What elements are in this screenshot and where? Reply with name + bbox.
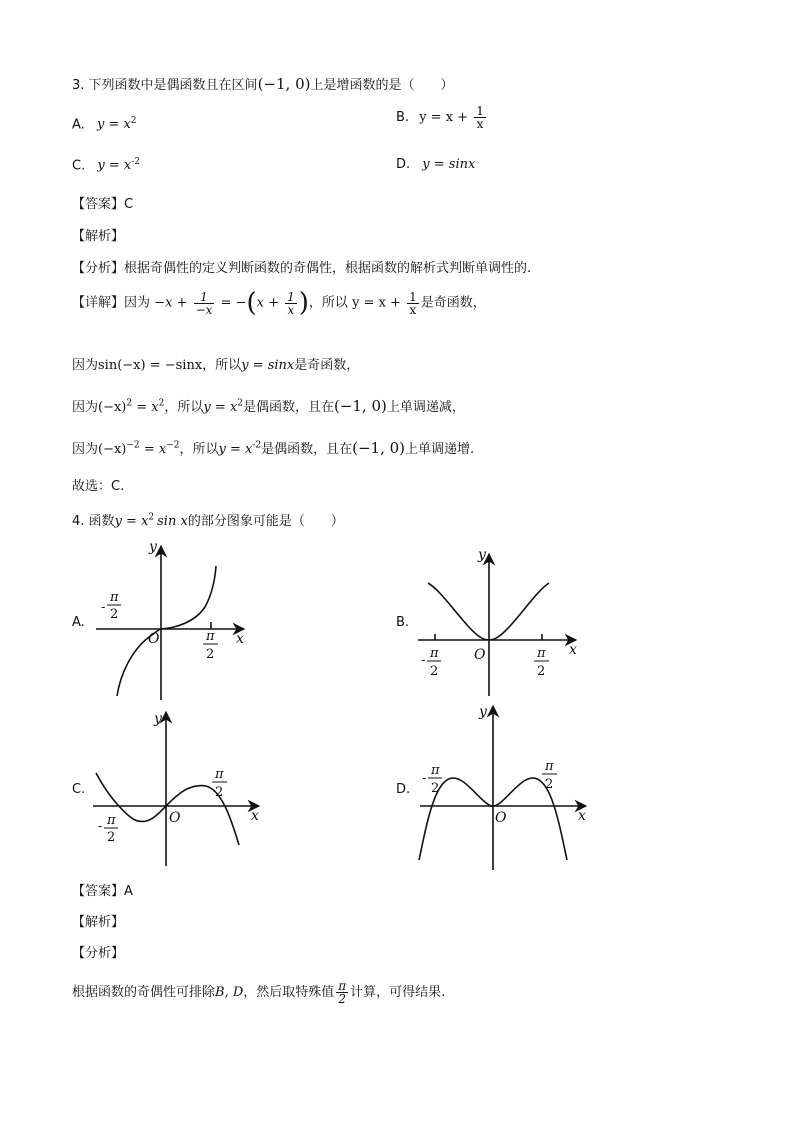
- q3-line4-eq: = x: [143, 442, 167, 457]
- q4-fenxi-tag: 【分析】: [72, 946, 125, 961]
- q3-analysis-tag: 【解析】: [72, 229, 125, 244]
- q3-stem-pre: 下列函数中是偶函数且在区间: [88, 78, 258, 93]
- graph-a-origin: O: [148, 631, 160, 647]
- q3-line3-pre: 因为: [72, 400, 99, 415]
- q3-line2-y: y = sinx: [241, 358, 295, 373]
- graph-b-x-label: x: [569, 642, 577, 658]
- graph-d-y-label: y: [479, 704, 487, 720]
- q3-detail: 【详解】因为 −x + $\frac{1}{-x}$ = −(x + $\frac{1}{x}$ )，所以 y = x + $\frac{1}{x}$ 是奇函数，: [72, 288, 486, 318]
- q3-choose: 故选：C.: [72, 479, 125, 494]
- q3-line4-mid: ，所以: [179, 442, 219, 457]
- graph-a-pi: π: [206, 629, 215, 644]
- q3-option-d-math: y = sinx: [422, 157, 476, 172]
- graph-c-negpi: π: [107, 813, 116, 828]
- q3-line3: [72, 396, 465, 415]
- q3-detail-den3: x: [409, 302, 417, 317]
- graph-c-label: C.: [72, 782, 86, 797]
- graph-a-two: 2: [206, 647, 215, 662]
- q3-line2-math: sin(−x) = −sinx: [98, 358, 203, 373]
- q3-line3-eq: = x: [136, 400, 159, 415]
- q3-detail-mid: ，所以: [308, 295, 348, 311]
- q3-line4-pre: 因为: [72, 442, 99, 457]
- q3-option-a: [72, 116, 137, 132]
- q3-line4-end: 上单调递增.: [405, 442, 475, 457]
- q3-line2-mid: ，所以: [202, 358, 242, 373]
- q3-line4-interval: (−1, 0): [352, 439, 406, 457]
- graph-b-neg: -: [421, 653, 426, 668]
- graph-c-origin: O: [169, 810, 181, 826]
- q3-line3-interval: (−1, 0): [333, 397, 387, 415]
- q3-number: 3.: [72, 78, 85, 93]
- q4-answer: [72, 880, 133, 899]
- graphs-figure: [0, 530, 794, 880]
- graph-c-two: 2: [215, 785, 224, 800]
- q3-line4-y: y = x: [218, 442, 253, 457]
- q4-conclusion-mid: ，然后取特殊值: [243, 985, 335, 1000]
- graph-b: [418, 554, 576, 696]
- q3-detail-num1: 1: [194, 291, 215, 304]
- q3-line3-end: 上单调递减，: [386, 400, 465, 415]
- q3-detail-tag: 【详解】: [72, 295, 125, 311]
- q3-detail-den2: x: [287, 302, 295, 317]
- graph-b-negtwo: 2: [430, 664, 439, 679]
- q4-answer-tag: 【答案】: [72, 884, 125, 899]
- q3-line3-y: y = x: [203, 400, 238, 415]
- graph-c-pi: π: [215, 767, 224, 782]
- q3-option-b-den: x: [476, 117, 484, 131]
- q3-line3-math: (−x): [98, 400, 127, 415]
- graph-b-origin: O: [474, 647, 486, 663]
- graph-d-two: 2: [545, 777, 554, 792]
- graph-a-neg: -: [101, 600, 106, 615]
- graph-b-pi: π: [537, 646, 546, 661]
- q3-detail-eq: = −: [220, 295, 247, 311]
- graph-a-negtwo: 2: [110, 607, 119, 622]
- graph-d-pi: π: [545, 759, 554, 774]
- q3-stem-post: 上是增函数的是（ ）: [310, 78, 454, 93]
- q3-option-c: [72, 157, 140, 173]
- q3-fenxi: [72, 257, 531, 276]
- q3-detail-math1: −x +: [154, 295, 188, 311]
- graph-d-origin: O: [495, 810, 507, 826]
- q3-line3-exp: 2: [126, 398, 133, 409]
- q4-stem-math2: sin x: [157, 514, 188, 529]
- q3-line2-post: 是奇函数，: [294, 358, 360, 373]
- q3-option-b: [396, 105, 488, 130]
- q3-fenxi-tag: 【分析】: [72, 261, 125, 276]
- graph-a-y-label: y: [149, 539, 157, 555]
- q4-stem: [72, 510, 344, 529]
- graph-d-label: D.: [396, 782, 411, 797]
- q3-option-a-exp: 2: [130, 116, 137, 126]
- graph-c-curve: [96, 773, 239, 845]
- q3-option-a-math: y = x: [96, 117, 131, 133]
- q4-conclusion-den: 2: [338, 992, 347, 1006]
- q3-line2: [72, 354, 359, 373]
- graph-d-negtwo: 2: [431, 781, 440, 796]
- graph-c-negtwo: 2: [107, 830, 116, 845]
- graph-a: [96, 546, 244, 700]
- q3-line4-exp2: −2: [166, 440, 180, 451]
- q4-conclusion: [72, 980, 445, 1005]
- q3-detail-pre: 因为: [124, 295, 151, 311]
- q3-option-c-label: C.: [72, 158, 86, 174]
- q4-conclusion-pre: 根据函数的奇偶性可排除: [72, 985, 216, 1000]
- q3-option-c-exp: -2: [131, 157, 140, 167]
- q4-stem-math: y = x: [114, 514, 149, 529]
- q3-option-b-num: 1: [476, 104, 484, 118]
- q3-detail-post: 是奇函数，: [420, 295, 486, 311]
- graph-a-label: A.: [72, 615, 85, 630]
- graph-a-curve: [117, 566, 216, 696]
- graph-b-two: 2: [537, 664, 546, 679]
- graph-d-x-label: x: [578, 808, 586, 824]
- q3-line2-pre: 因为: [72, 358, 99, 373]
- q3-option-b-label: B.: [396, 110, 410, 125]
- graph-c-neg: -: [98, 819, 103, 834]
- q3-answer: [72, 193, 133, 212]
- q3-option-c-math: y = x: [97, 158, 132, 174]
- q3-option-b-math: y = x +: [419, 110, 469, 125]
- graph-d-neg: -: [422, 771, 427, 786]
- q3-detail-num3: 1: [409, 289, 417, 304]
- q4-stem-exp: 2: [148, 512, 155, 523]
- graph-a-x-label: x: [236, 631, 244, 647]
- q3-option-a-label: A.: [72, 117, 85, 133]
- q4-stem-post: 的部分图象可能是（ ）: [187, 514, 344, 529]
- q4-answer-value: A: [124, 884, 133, 899]
- q3-line4-math: (−x): [98, 442, 127, 457]
- graph-d: [419, 706, 586, 870]
- q3-line4: [72, 438, 474, 457]
- graph-c-y-label: y: [154, 711, 162, 727]
- q3-fenxi-text: 根据奇偶性的定义判断函数的奇偶性，根据函数的解析式判断单调性的.: [124, 261, 532, 276]
- graph-d-negpi: π: [431, 763, 440, 778]
- q3-answer-tag: 【答案】: [72, 197, 125, 212]
- q3-line3-yexp: 2: [237, 398, 243, 409]
- q4-analysis-tag: 【解析】: [72, 915, 125, 930]
- q3-detail-y: y = x +: [352, 295, 401, 311]
- q3-detail-den1: −x: [195, 302, 213, 317]
- q3-line4-post: 是偶函数，且在: [261, 442, 353, 457]
- q4-number: 4.: [72, 514, 85, 529]
- graph-b-negpi: π: [430, 646, 439, 661]
- q4-conclusion-num: π: [338, 979, 347, 993]
- graph-a-negpi: π: [110, 590, 119, 605]
- q3-detail-num2: 1: [287, 289, 295, 304]
- q4-conclusion-post: 计算，可得结果.: [350, 985, 446, 1000]
- q3-line3-mid: ，所以: [164, 400, 204, 415]
- q3-line3-post: 是偶函数，且在: [242, 400, 334, 415]
- q3-answer-value: C: [124, 197, 134, 212]
- q3-option-d: [396, 157, 475, 172]
- q3-detail-inner: x +: [256, 295, 279, 311]
- q3-option-d-label: D.: [396, 157, 411, 172]
- q3-interval: (−1, 0): [257, 75, 311, 93]
- graph-c-x-label: x: [251, 808, 259, 824]
- q4-conclusion-math: B, D: [215, 985, 244, 1000]
- q3-line4-yexp: -2: [252, 440, 262, 451]
- q4-stem-pre: 函数: [88, 514, 115, 529]
- q3-line4-exp: −2: [126, 440, 140, 451]
- q3-line3-exp2: 2: [158, 398, 165, 409]
- graph-b-y-label: y: [478, 547, 486, 563]
- q3-stem: [72, 74, 453, 93]
- graph-c: [93, 712, 259, 866]
- graph-b-label: B.: [396, 615, 410, 630]
